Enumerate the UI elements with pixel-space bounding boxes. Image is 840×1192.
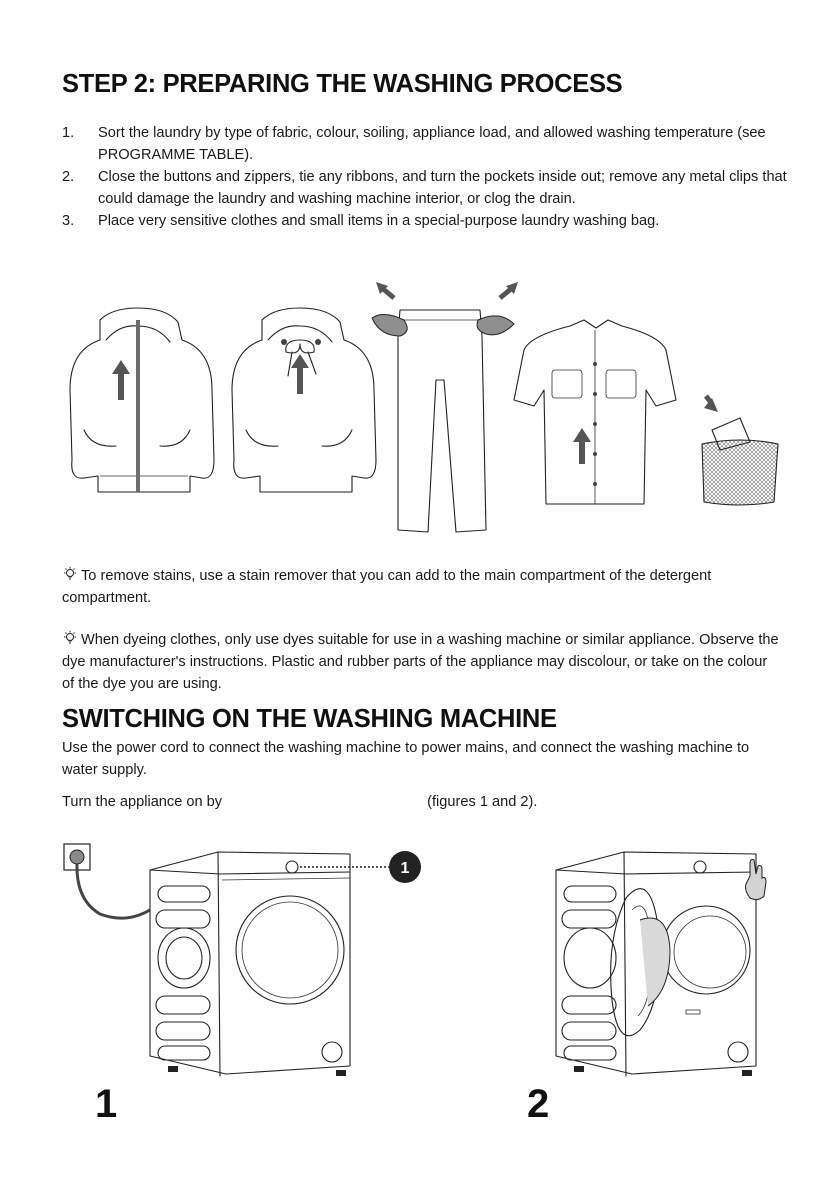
- figure-2-washing-machine: [540, 830, 800, 1100]
- power-connection-text: Use the power cord to connect the washing machine to power mains, and connect the washing machine to water supply.: [62, 740, 750, 778]
- lightbulb-icon: [62, 566, 78, 582]
- turn-on-text-end: (figures 1 and 2).: [427, 794, 538, 810]
- callout-badge: [389, 851, 421, 883]
- tip-dyeing: [62, 629, 782, 695]
- power-button-icon: [286, 861, 298, 873]
- lightbulb-icon: [62, 630, 78, 646]
- figure-1-washing-machine: [0, 830, 440, 1100]
- tip-text: To remove stains, use a stain remover that you can add to the main compartment of the detergent compartment.: [62, 568, 712, 606]
- buttoned-shirt-icon: [514, 320, 676, 504]
- drawstring-hoodie-icon: [232, 308, 376, 492]
- step-item: [62, 122, 822, 166]
- callout-number: 1: [400, 860, 410, 877]
- turn-on-text: [62, 791, 792, 813]
- laundry-bag-icon: [702, 396, 778, 505]
- step-item: [62, 166, 822, 210]
- step-text: Sort the laundry by type of fabric, colour, soiling, appliance load, and allowed washing temperature (see PROGRAMME TABLE).: [98, 125, 766, 163]
- preparation-steps: [62, 122, 822, 232]
- step-number: 1.: [62, 125, 75, 141]
- side-panel-pattern: [562, 886, 616, 1060]
- turn-on-text-start: Turn the appliance on by: [62, 794, 223, 810]
- figure-label-2: 2: [527, 1082, 550, 1126]
- step-item: [62, 210, 822, 232]
- step-text: Close the buttons and zippers, tie any ribbons, and turn the pockets inside out; remove any metal clips that could damage the laundry and washing machine interior, or clog the drain.: [98, 169, 787, 207]
- tip-stain-remover: [62, 565, 772, 609]
- figure-label-1: 1: [95, 1082, 118, 1126]
- zipper-hoodie-icon: [70, 308, 214, 492]
- laundry-preparation-illustration: [0, 280, 840, 540]
- tip-text: When dyeing clothes, only use dyes suitable for use in a washing machine or similar appliance. Observe the dye manufacturer's instructions. Plastic and rubber parts of the appliance may discolour, or take on the colour of the dye you are using.: [62, 632, 779, 692]
- jeans-pockets-icon: [372, 282, 518, 532]
- step-number: 2.: [62, 169, 75, 185]
- step-text: Place very sensitive clothes and small items in a special-purpose laundry washing bag.: [98, 213, 660, 229]
- side-panel-pattern: [156, 886, 210, 1060]
- section-title-switching-on: SWITCHING ON THE WASHING MACHINE: [62, 705, 557, 733]
- section-title-preparing: STEP 2: PREPARING THE WASHING PROCESS: [62, 70, 623, 98]
- step-number: 3.: [62, 213, 75, 229]
- power-cord: [77, 864, 150, 918]
